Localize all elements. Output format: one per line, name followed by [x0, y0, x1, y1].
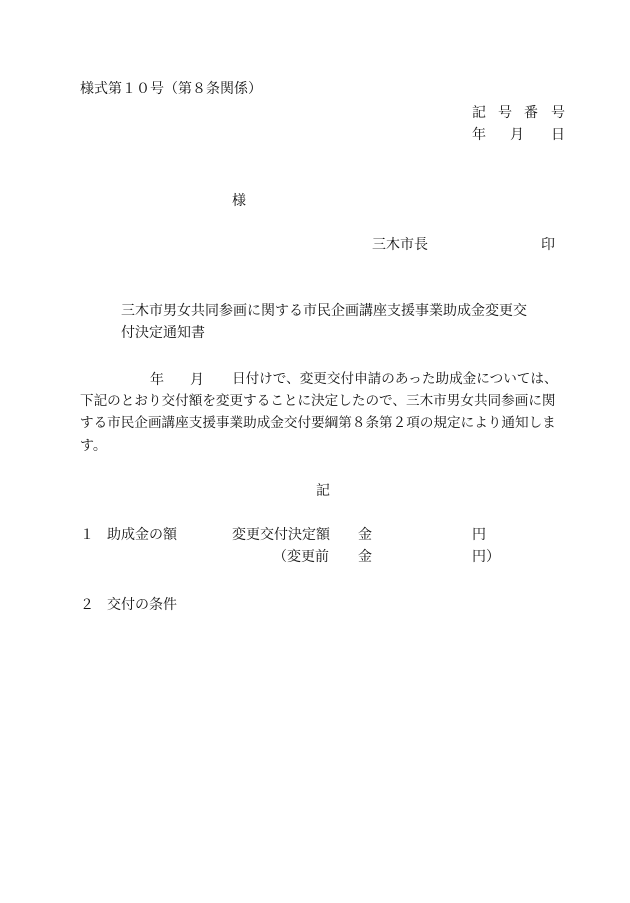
- decided-amount-yen: 円: [472, 527, 486, 543]
- previous-amount-label: （変更前: [273, 549, 329, 565]
- date-month-char: 月: [510, 127, 524, 143]
- body-line2: 下記のとおり交付額を変更することに決定したので、三木市男女共同参画に関: [80, 393, 556, 409]
- date-year-char: 年: [472, 127, 486, 143]
- body-line3: する市民企画講座支援事業助成金交付要綱第８条第２項の規定により通知しま: [80, 415, 556, 431]
- item-number: ２: [80, 597, 94, 613]
- addressee-honorific: 様: [232, 193, 246, 209]
- decided-amount-kin: 金: [358, 527, 372, 543]
- ref-char: 番: [524, 105, 538, 121]
- previous-amount-yen: 円）: [472, 549, 500, 565]
- ref-char: 号: [551, 105, 565, 121]
- item-number: １: [80, 527, 94, 543]
- record-heading: 記: [316, 483, 330, 499]
- body-date-year: 年: [150, 372, 164, 388]
- body-line4: す。: [80, 438, 107, 454]
- ref-char: 号: [498, 105, 512, 121]
- document-title-line2: 付決定通知書: [121, 325, 205, 341]
- item-label: 交付の条件: [107, 597, 177, 613]
- body-line1: 日付けで、変更交付申請のあった助成金については、: [232, 371, 558, 387]
- document-title-line1: 三木市男女共同参画に関する市民企画講座支援事業助成金変更交: [121, 303, 527, 319]
- issuer-name: 三木市長: [372, 237, 428, 253]
- form-number: 様式第１０号（第８条関係）: [80, 81, 262, 97]
- previous-amount-kin: 金: [358, 549, 372, 565]
- issuer-seal: 印: [541, 237, 555, 253]
- item-label: 助成金の額: [107, 527, 177, 543]
- decided-amount-label: 変更交付決定額: [232, 527, 330, 543]
- ref-char: 記: [472, 105, 486, 121]
- date-day-char: 日: [551, 127, 565, 143]
- body-date-month: 月: [190, 372, 204, 388]
